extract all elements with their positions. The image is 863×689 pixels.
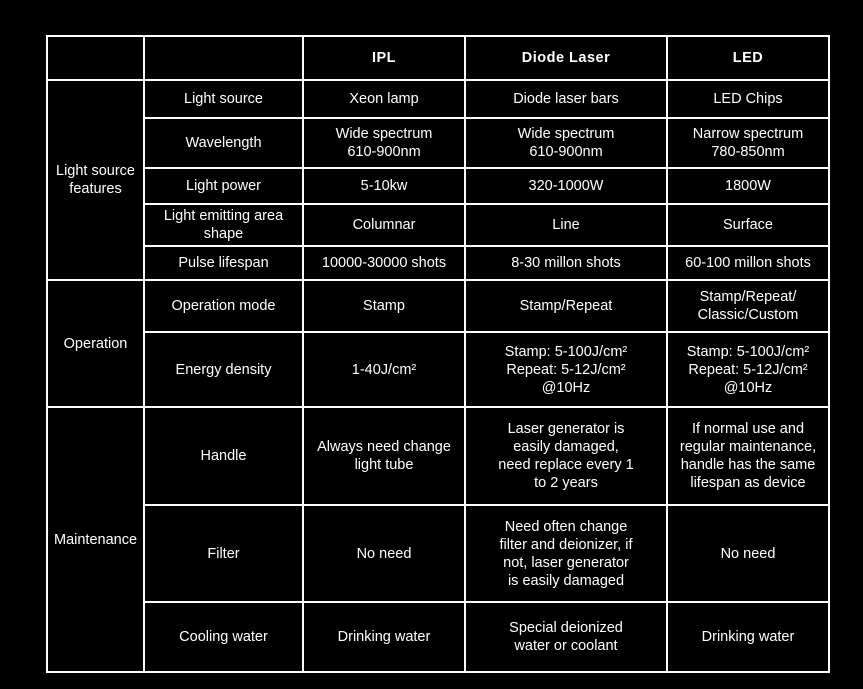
cell-ipl: Stamp: [303, 280, 465, 332]
row-label: Wavelength: [144, 118, 303, 168]
row-label: Pulse lifespan: [144, 246, 303, 280]
cell-led: 60-100 millon shots: [667, 246, 829, 280]
table-row: [47, 332, 829, 407]
cell-diode: Stamp/Repeat: [465, 280, 667, 332]
cell-diode: Laser generator is easily damaged, need replace every 1 to 2 years: [465, 407, 667, 505]
cell-diode: Wide spectrum 610-900nm: [465, 118, 667, 168]
row-label: Energy density: [144, 332, 303, 407]
cell-diode: Special deionized water or coolant: [465, 602, 667, 672]
cell-led: Stamp/Repeat/ Classic/Custom: [667, 280, 829, 332]
header-row: [47, 36, 829, 80]
cell-ipl: Always need change light tube: [303, 407, 465, 505]
table-row: [47, 280, 829, 332]
cell-ipl: No need: [303, 505, 465, 602]
cell-ipl: Wide spectrum 610-900nm: [303, 118, 465, 168]
table-row: [47, 407, 829, 505]
cell-ipl: 1-40J/cm²: [303, 332, 465, 407]
cell-diode: Stamp: 5-100J/cm² Repeat: 5-12J/cm² @10Hz: [465, 332, 667, 407]
row-label: Cooling water: [144, 602, 303, 672]
table-row: [47, 602, 829, 672]
table-row: [47, 505, 829, 602]
cell-ipl: 5-10kw: [303, 168, 465, 204]
cell-led: 1800W: [667, 168, 829, 204]
row-label: Operation mode: [144, 280, 303, 332]
table-row: [47, 246, 829, 280]
cell-led: Drinking water: [667, 602, 829, 672]
cell-led: No need: [667, 505, 829, 602]
cell-diode: Line: [465, 204, 667, 246]
group-operation: Operation: [47, 280, 144, 407]
table-row: [47, 80, 829, 118]
table-row: [47, 168, 829, 204]
group-maintenance: Maintenance: [47, 407, 144, 672]
cell-diode: 8-30 millon shots: [465, 246, 667, 280]
row-label: Filter: [144, 505, 303, 602]
cell-led: Surface: [667, 204, 829, 246]
cell-ipl: Columnar: [303, 204, 465, 246]
cell-ipl: 10000-30000 shots: [303, 246, 465, 280]
cell-diode: Need often change filter and deionizer, if not, laser generator is easily damaged: [465, 505, 667, 602]
header-empty-2: [144, 36, 303, 80]
header-led: LED: [667, 36, 829, 80]
cell-led: LED Chips: [667, 80, 829, 118]
row-label: Light power: [144, 168, 303, 204]
table-row: [47, 118, 829, 168]
cell-diode: 320-1000W: [465, 168, 667, 204]
row-label: Handle: [144, 407, 303, 505]
row-label: Light source: [144, 80, 303, 118]
cell-ipl: Xeon lamp: [303, 80, 465, 118]
cell-ipl: Drinking water: [303, 602, 465, 672]
row-label: Light emitting area shape: [144, 204, 303, 246]
header-diode-laser: Diode Laser: [465, 36, 667, 80]
group-light-source-features: Light source features: [47, 80, 144, 280]
table-row: [47, 204, 829, 246]
cell-led: If normal use and regular maintenance, handle has the same lifespan as device: [667, 407, 829, 505]
cell-led: Narrow spectrum 780-850nm: [667, 118, 829, 168]
header-ipl: IPL: [303, 36, 465, 80]
comparison-table: [46, 35, 830, 673]
cell-diode: Diode laser bars: [465, 80, 667, 118]
cell-led: Stamp: 5-100J/cm² Repeat: 5-12J/cm² @10Hz: [667, 332, 829, 407]
header-empty-1: [47, 36, 144, 80]
